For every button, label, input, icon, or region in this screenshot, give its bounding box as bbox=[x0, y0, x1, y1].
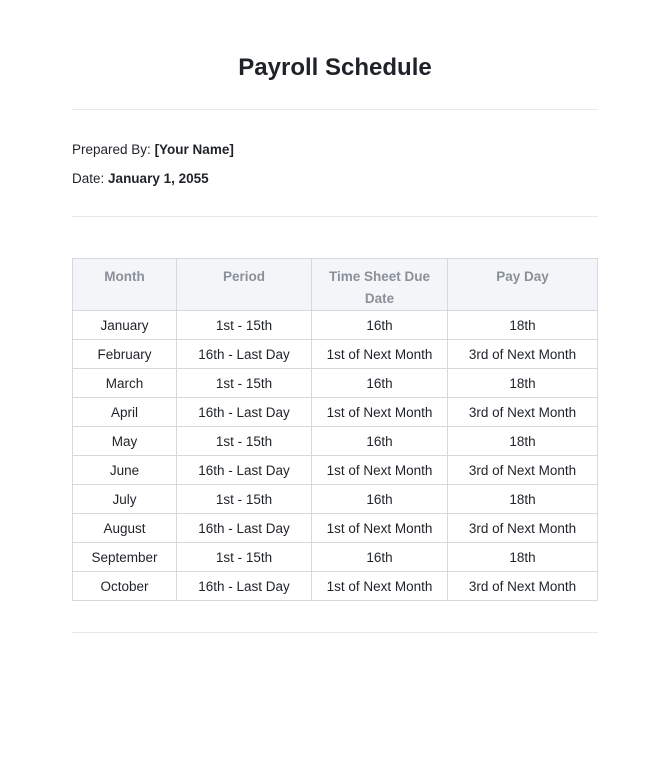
cell-month: August bbox=[73, 514, 177, 543]
cell-period: 16th - Last Day bbox=[177, 398, 312, 427]
table-row bbox=[73, 398, 598, 427]
cell-due-date: 1st of Next Month bbox=[312, 572, 448, 601]
table-row bbox=[73, 427, 598, 456]
cell-month: June bbox=[73, 456, 177, 485]
table-row bbox=[73, 369, 598, 398]
date-label: Date: bbox=[72, 171, 105, 186]
divider-middle bbox=[72, 216, 598, 217]
cell-month: September bbox=[73, 543, 177, 572]
table-row bbox=[73, 572, 598, 601]
cell-month: October bbox=[73, 572, 177, 601]
date-value: January 1, 2055 bbox=[108, 171, 209, 186]
cell-period: 1st - 15th bbox=[177, 543, 312, 572]
cell-pay-day: 18th bbox=[448, 543, 598, 572]
cell-pay-day: 18th bbox=[448, 311, 598, 340]
table-row bbox=[73, 485, 598, 514]
table-row bbox=[73, 514, 598, 543]
cell-period: 16th - Last Day bbox=[177, 340, 312, 369]
divider-bottom bbox=[72, 632, 598, 633]
cell-month: April bbox=[73, 398, 177, 427]
prepared-by-label: Prepared By: bbox=[72, 142, 151, 157]
cell-due-date: 1st of Next Month bbox=[312, 340, 448, 369]
cell-month: February bbox=[73, 340, 177, 369]
table-row bbox=[73, 543, 598, 572]
column-header-time-sheet-due-date: Time Sheet Due Date bbox=[312, 259, 448, 311]
column-header-pay-day: Pay Day bbox=[448, 259, 598, 311]
divider-top bbox=[72, 109, 598, 110]
prepared-by-line bbox=[72, 141, 234, 159]
page-title: Payroll Schedule bbox=[238, 54, 432, 81]
cell-due-date: 16th bbox=[312, 369, 448, 398]
cell-pay-day: 3rd of Next Month bbox=[448, 456, 598, 485]
cell-pay-day: 18th bbox=[448, 369, 598, 398]
cell-pay-day: 18th bbox=[448, 427, 598, 456]
cell-month: May bbox=[73, 427, 177, 456]
cell-period: 1st - 15th bbox=[177, 485, 312, 514]
cell-due-date: 1st of Next Month bbox=[312, 398, 448, 427]
payroll-schedule-table bbox=[72, 258, 598, 601]
cell-pay-day: 3rd of Next Month bbox=[448, 572, 598, 601]
cell-due-date: 1st of Next Month bbox=[312, 514, 448, 543]
table-header-row bbox=[73, 259, 598, 311]
cell-pay-day: 3rd of Next Month bbox=[448, 514, 598, 543]
cell-period: 1st - 15th bbox=[177, 369, 312, 398]
cell-pay-day: 3rd of Next Month bbox=[448, 340, 598, 369]
column-header-month: Month bbox=[73, 259, 177, 311]
cell-due-date: 16th bbox=[312, 427, 448, 456]
column-header-period: Period bbox=[177, 259, 312, 311]
cell-due-date: 1st of Next Month bbox=[312, 456, 448, 485]
cell-period: 16th - Last Day bbox=[177, 456, 312, 485]
table-row bbox=[73, 340, 598, 369]
table-row bbox=[73, 311, 598, 340]
cell-period: 16th - Last Day bbox=[177, 572, 312, 601]
cell-pay-day: 18th bbox=[448, 485, 598, 514]
cell-due-date: 16th bbox=[312, 543, 448, 572]
cell-period: 1st - 15th bbox=[177, 311, 312, 340]
prepared-by-value: [Your Name] bbox=[154, 142, 234, 157]
cell-due-date: 16th bbox=[312, 485, 448, 514]
cell-due-date: 16th bbox=[312, 311, 448, 340]
table-row bbox=[73, 456, 598, 485]
cell-pay-day: 3rd of Next Month bbox=[448, 398, 598, 427]
date-line bbox=[72, 170, 209, 188]
cell-month: January bbox=[73, 311, 177, 340]
cell-period: 16th - Last Day bbox=[177, 514, 312, 543]
cell-month: July bbox=[73, 485, 177, 514]
cell-month: March bbox=[73, 369, 177, 398]
cell-period: 1st - 15th bbox=[177, 427, 312, 456]
